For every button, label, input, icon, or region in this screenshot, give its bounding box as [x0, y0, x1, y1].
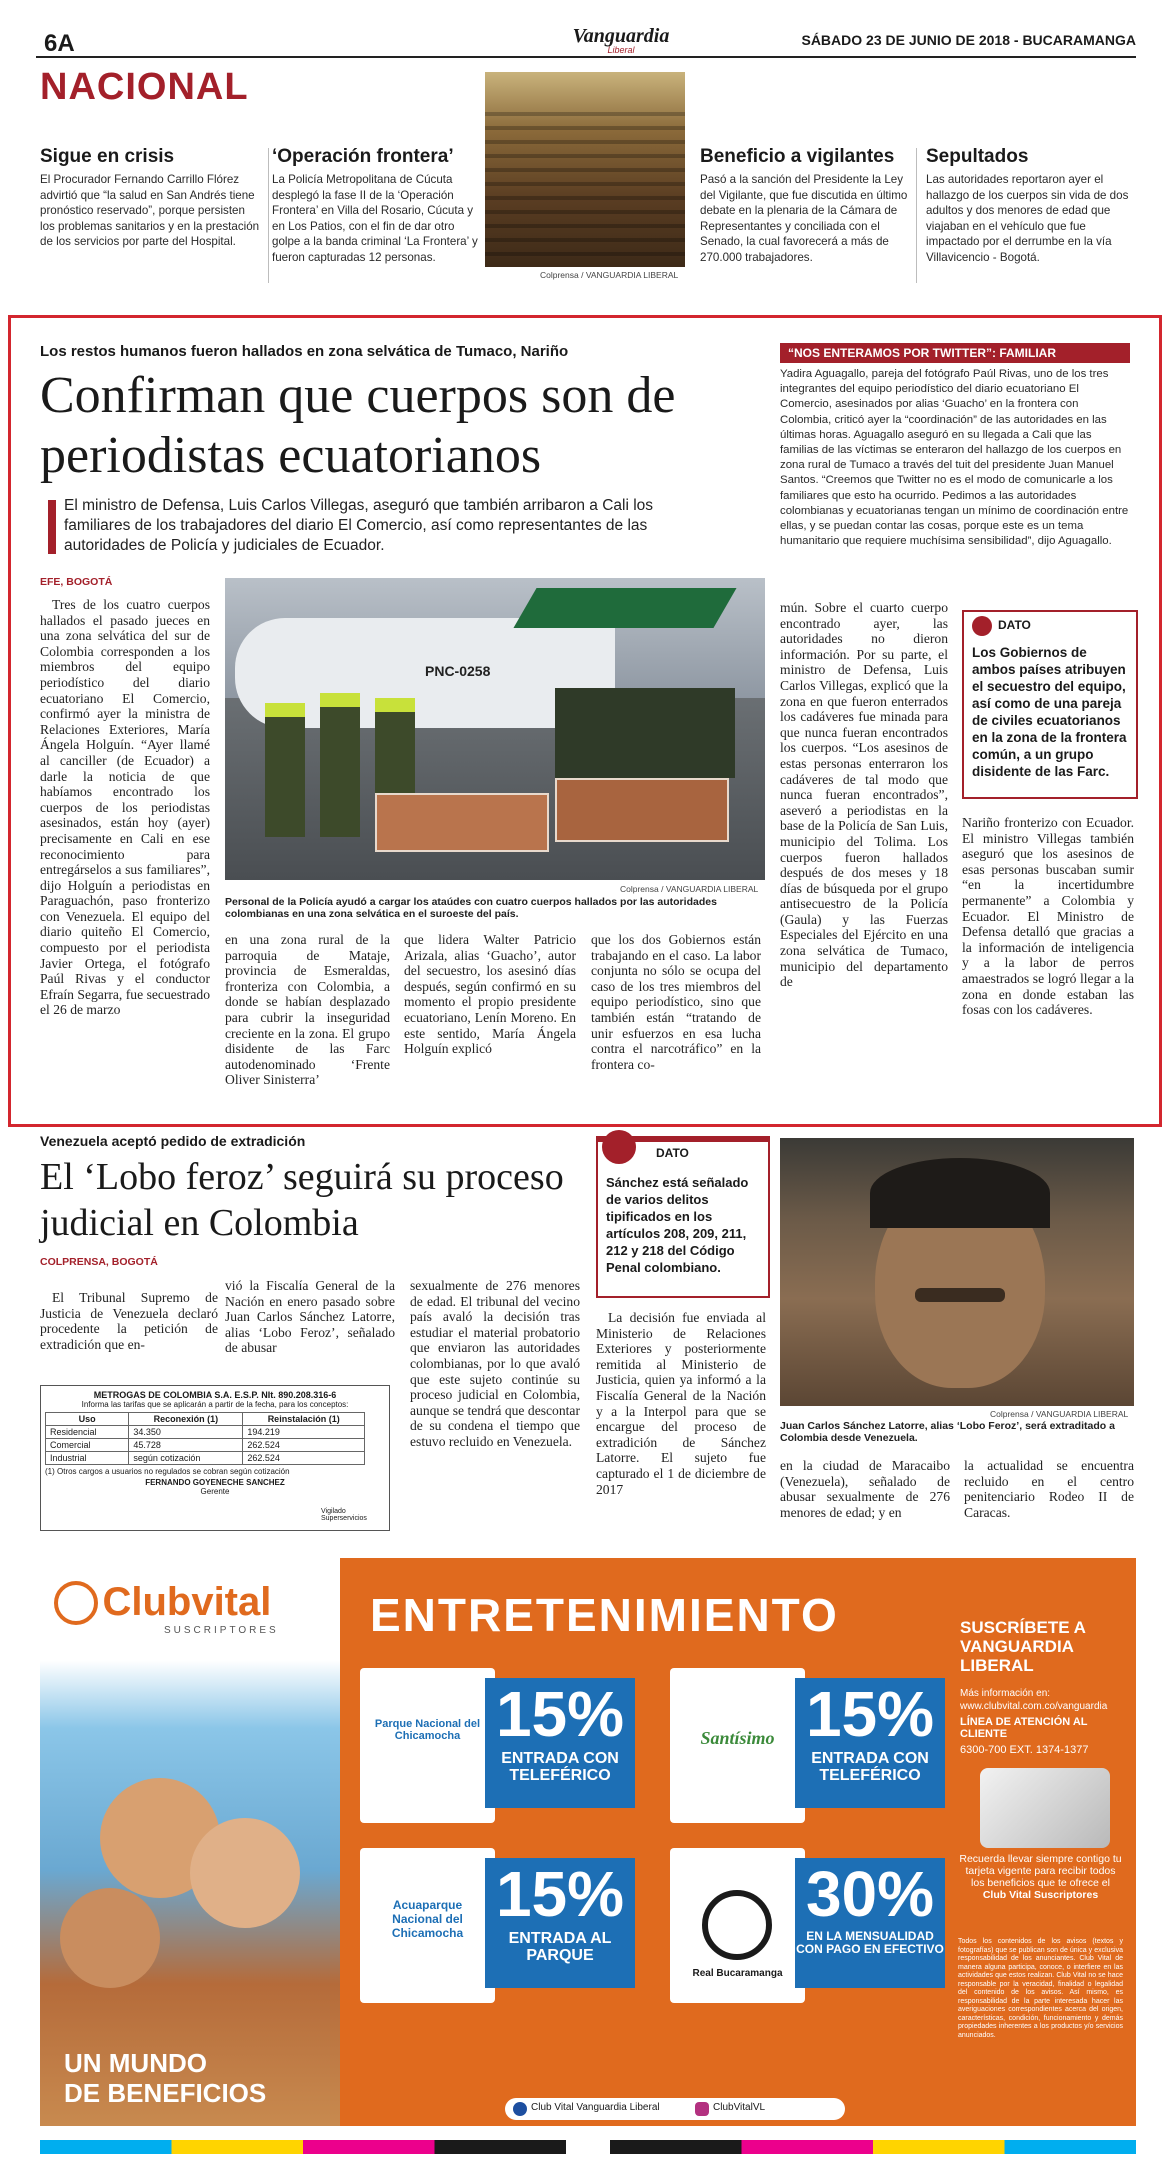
phone-label: LÍNEA DE ATENCIÓN AL CLIENTE	[960, 1716, 1088, 1740]
section-title: NACIONAL	[40, 66, 249, 108]
facebook-handle[interactable]: Club Vital Vanguardia Liberal	[531, 2102, 660, 2113]
second-col-6: la actualidad se encuentra recluido en el centro penitenciario Rodeo II de Caracas.	[964, 1458, 1134, 1520]
tariff-table: Uso Reconexión (1) Reinstalación (1) Residencial 34.350 194.219 Comercial 45.728 262.524 Industrial según cotización 262.524	[45, 1412, 365, 1465]
second-col-1: El Tribunal Supremo de Justicia de Venezuela declaró procedente la petición de extradición que en-	[40, 1290, 218, 1352]
instagram-handle[interactable]: ClubVitalVL	[713, 2102, 766, 2113]
color-registration-bar	[40, 2140, 1136, 2154]
offer-acuaparque: Acuaparque Nacional del Chicamocha 15% ENTRADA AL PARQUE	[360, 1848, 640, 2003]
second-col-4: La decisión fue enviada al Ministerio de Relaciones Exteriores y posteriormente remitida al Ministerio de Justicia, quien ya informó a la Fiscalía General de la Nación y a la Interpol para que se encargue del proceso de extradición de Sánchez Latorre. El sujeto fue capturado el 1 de diciembre de 2017	[596, 1310, 766, 1497]
slogan-2: DE BENEFICIOS	[64, 2078, 267, 2108]
brief-4: Sepultados Las autoridades reportaron ayer el hallazgo de los cuerpos sin vida de dos adultos y dos menores de edad que viajaban en el vehículo que fue impactado por el derrumbe en la vía Villavicencio - Bogotá.	[926, 146, 1129, 264]
dato-box-second	[596, 1136, 770, 1298]
main-col-1: Tres de los cuatro cuerpos hallados el pasado jueces en una zona selvática del sur de Colombia corresponden a los miembros del equipo periodístico del diario ecuatoriano El Comercio, confirmó ayer la ministra de Relaciones Exteriores, María Ángela Holguín. “Ayer llamé al canciller (de Ecuador) a darle la noticia de que habíamos encontrado los cuerpos de los periodistas asesinados, están hoy (ayer) precisamente en Cali en ese reconocimiento para entregárselos a sus familiares”, dijo Holguín a periodistas en Paraguachón, paso fronterizo con Venezuela. El equipo del diario quiteño El Comercio, compuesto por el periodista Javier Ortega, el fotógrafo Paúl Rivas y el conductor Efraín Segarra, fue secuestrado el 26 de marzo	[40, 597, 210, 1018]
offer-logo-bucaramanga: Real Bucaramanga	[692, 1968, 783, 1979]
plane-photo-caption: Personal de la Policía ayudó a cargar los ataúdes con cuatro cuerpos hallados por las autoridades colombianas en una zona selvática en el suroeste del país.	[225, 896, 717, 920]
dato-label-main: DATO	[998, 618, 1031, 632]
congress-photo-credit: Colprensa / VANGUARDIA LIBERAL	[540, 270, 679, 280]
offer-chicamocha: Parque Nacional del Chicamocha 15% ENTRADA CON TELEFÉRICO	[360, 1668, 640, 1823]
second-byline: COLPRENSA, BOGOTÁ	[40, 1256, 158, 1268]
instagram-icon	[695, 2102, 709, 2116]
offer-santisimo: Santísimo 15% ENTRADA CON TELEFÉRICO	[670, 1668, 950, 1823]
social-bar	[505, 2098, 845, 2120]
family-photo	[40, 1558, 340, 2126]
dato-box-main	[962, 610, 1138, 799]
metrogas-ad	[40, 1385, 390, 1531]
plane-photo	[225, 578, 765, 880]
offer-bucaramanga: Real Bucaramanga 30% EN LA MENSUALIDAD CON PAGO EN EFECTIVO	[670, 1848, 950, 2003]
metrogas-company: METROGAS DE COLOMBIA S.A. E.S.P. NIt. 890.208.316-6	[93, 1390, 337, 1400]
main-lead: El ministro de Defensa, Luis Carlos Villegas, aseguró que también arribaron a Cali los familiares de los trabajadores del diario El Comercio, así como representantes de las autoridades de Policía y judiciales de Ecuador.	[64, 497, 654, 554]
soccer-ball-icon	[702, 1890, 772, 1960]
second-col-5: en la ciudad de Maracaibo (Venezuela), señalado de abusar sexualmente de 276 menores de edad; y en	[780, 1458, 950, 1520]
brief-2: ‘Operación frontera’ La Policía Metropolitana de Cúcuta desplegó la fase II de la ‘Operación Frontera’ en Villa del Rosario, Cúcuta y en Los Patios, con el fin de dar otro golpe a la banda criminal ‘La Frontera’ y fueron capturadas 12 personas.	[272, 146, 478, 264]
offer-logo-chicamocha: Parque Nacional del Chicamocha	[374, 1718, 481, 1742]
entretenimiento-title: ENTRETENIMIENTO	[370, 1589, 839, 1641]
offer-logo-santisimo: Santísimo	[700, 1728, 775, 1748]
main-col-4: que los dos Gobiernos están trabajando en el caso. La labor conjunta no sólo se ocupa del caso de los tres miembros del equipo periodístico, sino que también están “tratando de unir esfuerzos en esa lucha contra el narcotráfico” en la frontera co-	[591, 932, 761, 1072]
metrogas-signer: FERNANDO GOYENECHE SANCHEZ	[145, 1478, 285, 1487]
dato-text-second: Sánchez está señalado de varios delitos tipificados en los artículos 208, 209, 211, 212 y 218 del Código Penal colombiano.	[606, 1175, 749, 1275]
offer-logo-acuaparque: Acuaparque Nacional del Chicamocha	[391, 1898, 464, 1940]
brief-3: Beneficio a vigilantes Pasó a la sanción del Presidente la Ley del Vigilante, que fue discutida en último debate en la plenaria de la Cámara de Representantes y conciliada con el Senado, la cual favorecerá a más de 270.000 trabajadores.	[700, 146, 908, 264]
brief-1: Sigue en crisis El Procurador Fernando Carrillo Flórez advirtió que “la salud en San Andrés tiene pronóstico reservado”, porque persisten los problemas sanitarios y en la prestación de los servicios por parte del Hospital.	[40, 146, 260, 249]
dato-label-second: DATO	[656, 1146, 689, 1160]
main-col-3: que lidera Walter Patricio Arizala, alias ‘Guacho’, autor del secuestro, los asesinó días después, según confirmó en su momento el propio presidente ecuatoriano, Lenín Moreno. En este sentido, María Ángela Holguín explicó	[404, 932, 576, 1057]
congress-photo	[485, 72, 685, 267]
clubvital-ad	[40, 1558, 1136, 2126]
phone-number: 6300-700 EXT. 1374-1377	[960, 1744, 1089, 1756]
page-header	[36, 26, 1136, 58]
second-kicker: Venezuela aceptó pedido de extradición	[40, 1133, 306, 1149]
facebook-icon	[513, 2102, 527, 2116]
twitter-text: Yadira Aguagallo, pareja del fotógrafo Paúl Rivas, uno de los tres integrantes del equipo periodístico del diario ecuatoriano El Comercio, asesinados por alias ‘Guacho’ en la frontera con Colombia, criticó ayer la “coordinación” de las autoridades en las últimas horas. Aguagallo aseguró en su llegada a Cali que las familias de las víctimas se enteraron del hallazgo de los cuerpos en zona rural de Tumaco a través del tuit del presidente Juan Manuel Santos. “Creemos que Twitter no es el modo de comunicarle a los familiares que esto ha ocurrido. Pedimos a las autoridades colombianas y ecuatorianas tengan un mínimo de coordinación entre ellas, y se puedan contar las cosas, porque este es un tema humanitario que requiere muchísima sensibilidad”, dijo Aguagallo.	[780, 368, 1129, 548]
main-kicker: Los restos humanos fueron hallados en zona selvática de Tumaco, Nariño	[40, 343, 569, 360]
main-headline: Confirman que cuerpos son de periodistas ecuatorianos	[40, 367, 676, 484]
issue-date: SÁBADO 23 DE JUNIO DE 2018 - BUCARAMANGA	[801, 32, 1136, 48]
info-url[interactable]: www.clubvital.com.co/vanguardia	[960, 1701, 1108, 1712]
metrogas-subtitle: Informa las tarifas que se aplicarán a partir de la fecha, para los conceptos:	[81, 1400, 349, 1409]
plane-registration: PNC-0258	[425, 663, 491, 679]
main-col-6: Nariño fronterizo con Ecuador. El ministro Villegas también aseguró que los asesinos de esas personas buscaban sumir “en la incertidumbre permanente” a Colombia y Ecuador. El Ministro de Defensa detalló que gracias a la información de inteligencia y a la labor de perros amaestrados se logró llegar a la zona en donde estaban las fosas con los cadáveres.	[962, 815, 1134, 1018]
twitter-tag: “NOS ENTERAMOS POR TWITTER”: FAMILIAR	[780, 343, 1130, 363]
suspect-photo	[780, 1138, 1134, 1406]
dato-text-main: Los Gobiernos de ambos países atribuyen el secuestro del equipo, así como de una pareja de civiles ecuatorianos en la zona de la frontera común, a un grupo disidente de las Farc.	[972, 645, 1127, 779]
second-col-3: sexualmente de 276 menores de edad. El tribunal del vecino país avaló la decisión tras estudiar el material probatorio que enviaron las autoridades colombianas, por lo que avaló que este sujeto continúe su proceso judicial en Colombia, aunque se tendrá que descontar de su condena el tiempo que estuvo recluido en Venezuela.	[410, 1278, 580, 1449]
main-byline: EFE, BOGOTÁ	[40, 576, 113, 588]
clubvital-logo: Clubvital SUSCRIPTORES	[54, 1580, 279, 1636]
second-headline: El ‘Lobo feroz’ seguirá su proceso judicial en Colombia	[40, 1156, 564, 1244]
second-col-2: vió la Fiscalía General de la Nación en enero pasado sobre Juan Carlos Sánchez Latorre, alias ‘Lobo Feroz’, señalado de abusar	[225, 1278, 395, 1356]
info-label: Más información en:	[960, 1688, 1051, 1699]
slogan-1: UN MUNDO	[64, 2048, 207, 2078]
suspect-photo-credit: Colprensa / VANGUARDIA LIBERAL	[990, 1409, 1129, 1419]
page-number: 6A	[44, 30, 75, 57]
legal-text: Todos los contenidos de los avisos (textos y fotografías) que se publican son de única y exclusiva responsabilidad de los anunciantes. Club Vital de manera alguna participa, conoce, o interfiere en las actividades que estos realizan. Club Vital no se hace responsable por la veracidad, finalidad o legalidad del contenido de los avisos. Así mismo, es responsabilidad de la parte interesada hacer las averiguaciones correspondientes acerca del origen, características, condición, funcionamiento y demás propiedades inherentes a los productos y/o servicios anunciados.	[958, 1938, 1123, 2039]
subscribe-title: SUSCRÍBETE A VANGUARDIA LIBERAL	[960, 1618, 1086, 1675]
metrogas-signer-role: Gerente	[200, 1487, 230, 1496]
plane-photo-credit: Colprensa / VANGUARDIA LIBERAL	[620, 884, 759, 894]
superservicios-mark: Vigilado Superservicios	[321, 1508, 367, 1522]
subscriber-card	[980, 1768, 1110, 1848]
masthead-logo: Vanguardia Liberal	[572, 25, 670, 55]
main-col-2: en una zona rural de la parroquia de Mataje, provincia de Esmeraldas, fronteriza con Colombia, a donde se habían desplazado para cubrir la inseguridad creciente en la zona. El grupo disidente de las Farc autodenominado ‘Frente Oliver Sinisterra’	[225, 932, 390, 1088]
suspect-photo-caption: Juan Carlos Sánchez Latorre, alias ‘Lobo Feroz’, será extraditado a Colombia desde Venezuela.	[780, 1420, 1115, 1444]
reminder-text: Recuerda llevar siempre contigo tu tarjeta vigente para recibir todos los beneficios que te ofrece el Club Vital Suscriptores	[959, 1853, 1122, 1901]
main-col-5: mún. Sobre el cuarto cuerpo encontrado ayer, las autoridades no dieron información. Por su parte, el ministro de Defensa, Luis Carlos Villegas, explicó que la zona en que fueron enterrados los cadáveres fue minada para que nunca fueran encontrados los cuerpos. “Los asesinos de estas personas enterraron los cadáveres de tal modo que nunca fueran encontrados”, aseveró a periodistas en la base de la Policía de San Luis, municipio del Tolima. Los cuerpos fueron hallados después de dos meses y 18 días de búsqueda por el grupo antisecuestro de la Policía (Gaula) y las Fuerzas Especiales del Ejército en una zona selvática de Tumaco, municipio del departamento de	[780, 600, 948, 990]
lead-marker	[48, 500, 56, 554]
metrogas-note: (1) Otros cargos a usuarios no regulados se cobran según cotización	[45, 1467, 290, 1476]
clubvital-logo-icon	[54, 1581, 98, 1625]
